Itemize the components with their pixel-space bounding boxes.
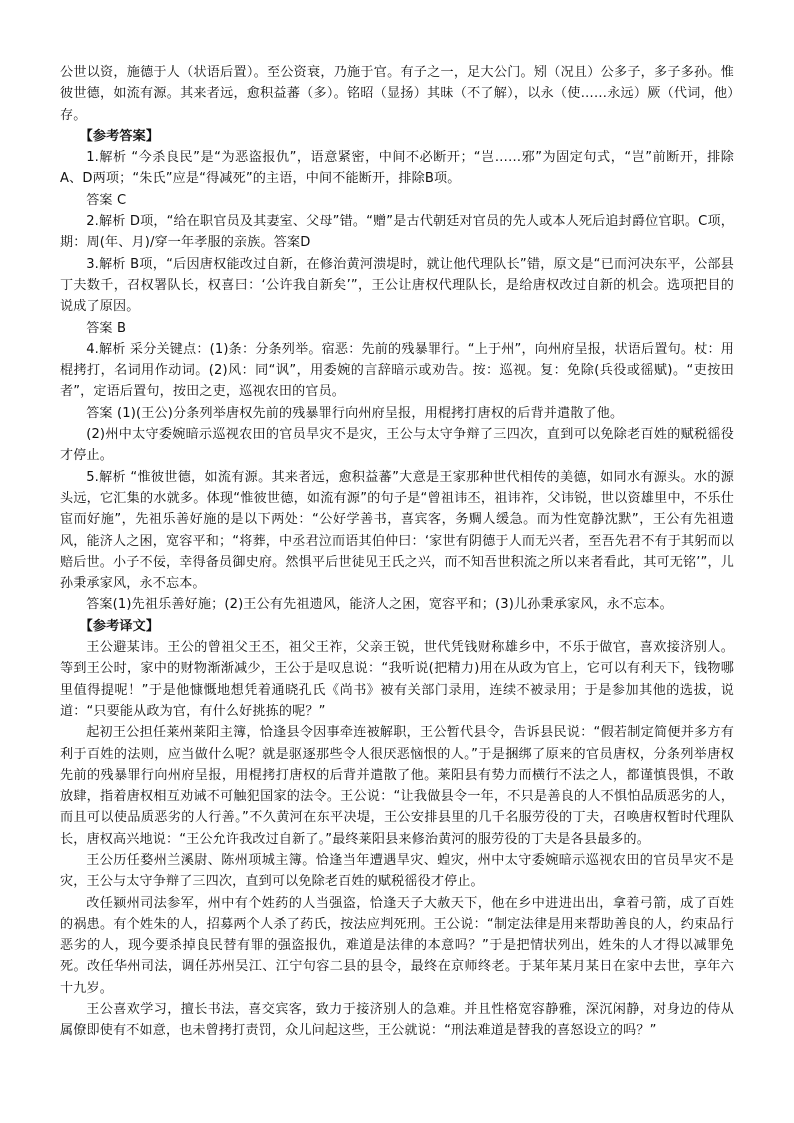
- answer-4-part-2: (2)州中太守委婉暗示巡视农田的官员旱灾不是灾，王公与太守争辩了三四次，直到可以免除老百姓的赋税徭役才停止。: [60, 427, 734, 464]
- section-heading-answers: 【参考答案】: [79, 128, 160, 144]
- answer-4-part-1: 答案 (1)(王公)分条列举唐权先前的残暴罪行向州府呈报，用棍拷打唐权的后背并遣散了他。: [86, 405, 624, 421]
- translation-paragraph-4: 改任颍州司法参军，州中有个姓药的人当强盗，恰逢天子大赦天下，他在乡中进进出出，拿着弓箭，成了百姓的祸患。有个姓朱的人，招募两个人杀了药氏，按法应判死刑。王公说：“制定法律是用来帮助善良的人，约束品行恶劣的人，现今要杀掉良民替有罪的强盗报仇，难道是法律的本意吗？”于是把情状列出，姓朱的人才得以减罪免死。改任华州司法，调任苏州吴江、江宁句容二县的县令，最终在京师终老。于某年某月某日在家中去世，享年六十九岁。: [60, 895, 734, 996]
- section-heading-translation: 【参考译文】: [79, 618, 160, 634]
- analysis-2: 2.解析 D项，“给在职官员及其妻室、父母”错。“赠”是古代朝廷对官员的先人或本人死后追封爵位官职。C项，期：周(年、月)/穿一年孝服的亲族。答案D: [60, 214, 734, 251]
- answer-3: 答案 B: [86, 320, 127, 336]
- translation-paragraph-2: 起初王公担任莱州莱阳主簿，恰逢县令因事牵连被解职，王公暂代县令，告诉县民说：“假若制定简便并多方有利于百姓的法则，应当做什么呢？就是驱逐那些令人很厌恶恼恨的人。”于是捆绑了原来的官员唐权，分条列举唐权先前的残暴罪行向州府呈报，用棍拷打唐权的后背并遣散了他。莱阳县有势力而横行不法之人，都谨慎畏惧，不敢放肆，指着唐权相互劝诫不可触犯国家的法令。王公说：“让我做县令一年，不只是善良的人不惧怕品质恶劣的人，而且可以使品质恶劣的人行善。”不久黄河在东平决堤，王公安排县里的几千名服劳役的丁夫，召唤唐权暂时代理队长，唐权高兴地说：“王公允许我改过自新了。”最终莱阳县来修治黄河的服劳役的丁夫是各县最多的。: [60, 725, 734, 847]
- answer-5: 答案(1)先祖乐善好施；(2)王公有先祖遗风，能济人之困，宽容平和；(3)儿孙秉承家风，永不忘本。: [86, 597, 673, 613]
- translation-paragraph-3: 王公历任婺州兰溪尉、陈州项城主簿。恰逢当年遭遇旱灾、蝗灾，州中太守委婉暗示巡视农田的官员旱灾不是灾，王公与太守争辩了三四次，直到可以免除老百姓的赋税徭役才停止。: [60, 852, 734, 890]
- analysis-4: 4.解析 采分关键点：(1)条：分条列举。宿恶：先前的残暴罪行。“上于州”，向州府呈报，状语后置句。杖：用棍拷打，名词用作动词。(2)风：同“讽”，用委婉的言辞暗示或劝告。按：巡视。复：免除(兵役或徭赋)。“吏按田者”，定语后置句，按田之吏，巡视农田的官员。: [60, 341, 734, 400]
- analysis-5: 5.解析 “惟彼世德，如流有源。其来者远，愈积益蕃”大意是王家那种世代相传的美德，如同水有源头。水的源头远，它汇集的水就多。体现“惟彼世德，如流有源”的句子是“曾祖讳丕，祖讳祚，父讳锐，世以资雄里中，不乐仕宦而好施”，先祖乐善好施的是以下两处：“公好学善书，喜宾客，务赒人缓急。而为性宽静沈默”，王公有先祖遗风，能济人之困，宽容平和；“将葬，中丞君泣而语其伯仲曰：‘家世有阴德于人而无兴者，至吾先君不有于其躬而以赔后世。小子不佞，幸得备员御史府。然惧平后世徒见王氏之兴，而不知吾世积流之所以来者看此，其可无铭’”，儿孙秉承家风，永不忘本。: [60, 469, 734, 592]
- analysis-1: 1.解析 “今杀良民”是“为恶盗报仇”，语意紧密，中间不必断开；“岂……邪”为固定句式，“岂”前断开，排除A、D两项；“朱氏”应是“得减死”的主语，中间不能断开，排除B项。: [60, 150, 734, 187]
- translation-paragraph-5: 王公喜欢学习，擅长书法，喜交宾客，致力于接济别人的急难。并且性格宽容静雅，深沉闲静，对身边的侍从属僚即使有不如意，也未曾拷打责罚，众儿问起这些，王公就说：“刑法难道是替我的喜怒设立的吗？”: [60, 1002, 734, 1039]
- answer-1: 答案 C: [86, 192, 127, 208]
- analysis-3: 3.解析 B项，“后因唐权能改过自新，在修治黄河溃堤时，就让他代理队长”错，原文是“已而河决东平，公部县丁夫数千，召权署队长，权喜曰：‘公许我自新矣’”，王公让唐权代理队长，是给唐权改过自新的机会。选项把目的说成了原因。: [60, 256, 734, 315]
- inscription-text: 公世以资，施德于人（状语后置）。至公资衰，乃施于官。有子之一，足大公门。矧（况且）公多子，多子多孙。惟彼世德，如流有源。其来者远，愈积益蕃（多）。铭昭（显扬）其昧（不了解），以永（使……永远）厥（代词，他）存。: [60, 65, 734, 123]
- translation-paragraph-1: 王公避某讳。王公的曾祖父王丕，祖父王祚，父亲王锐，世代凭钱财称雄乡中，不乐于做官，喜欢接济别人。等到王公时，家中的财物渐渐减少，王公于是叹息说：“我听说(把精力)用在从政为官上，它可以有利天下，钱物哪里值得提呢！”于是他慷慨地想凭着通晓孔氏《尚书》被有关部门录用，连续不被录用；于是参加其他的选拔，说道：“只要能从政为官，有什么好挑拣的呢？”: [60, 640, 734, 719]
